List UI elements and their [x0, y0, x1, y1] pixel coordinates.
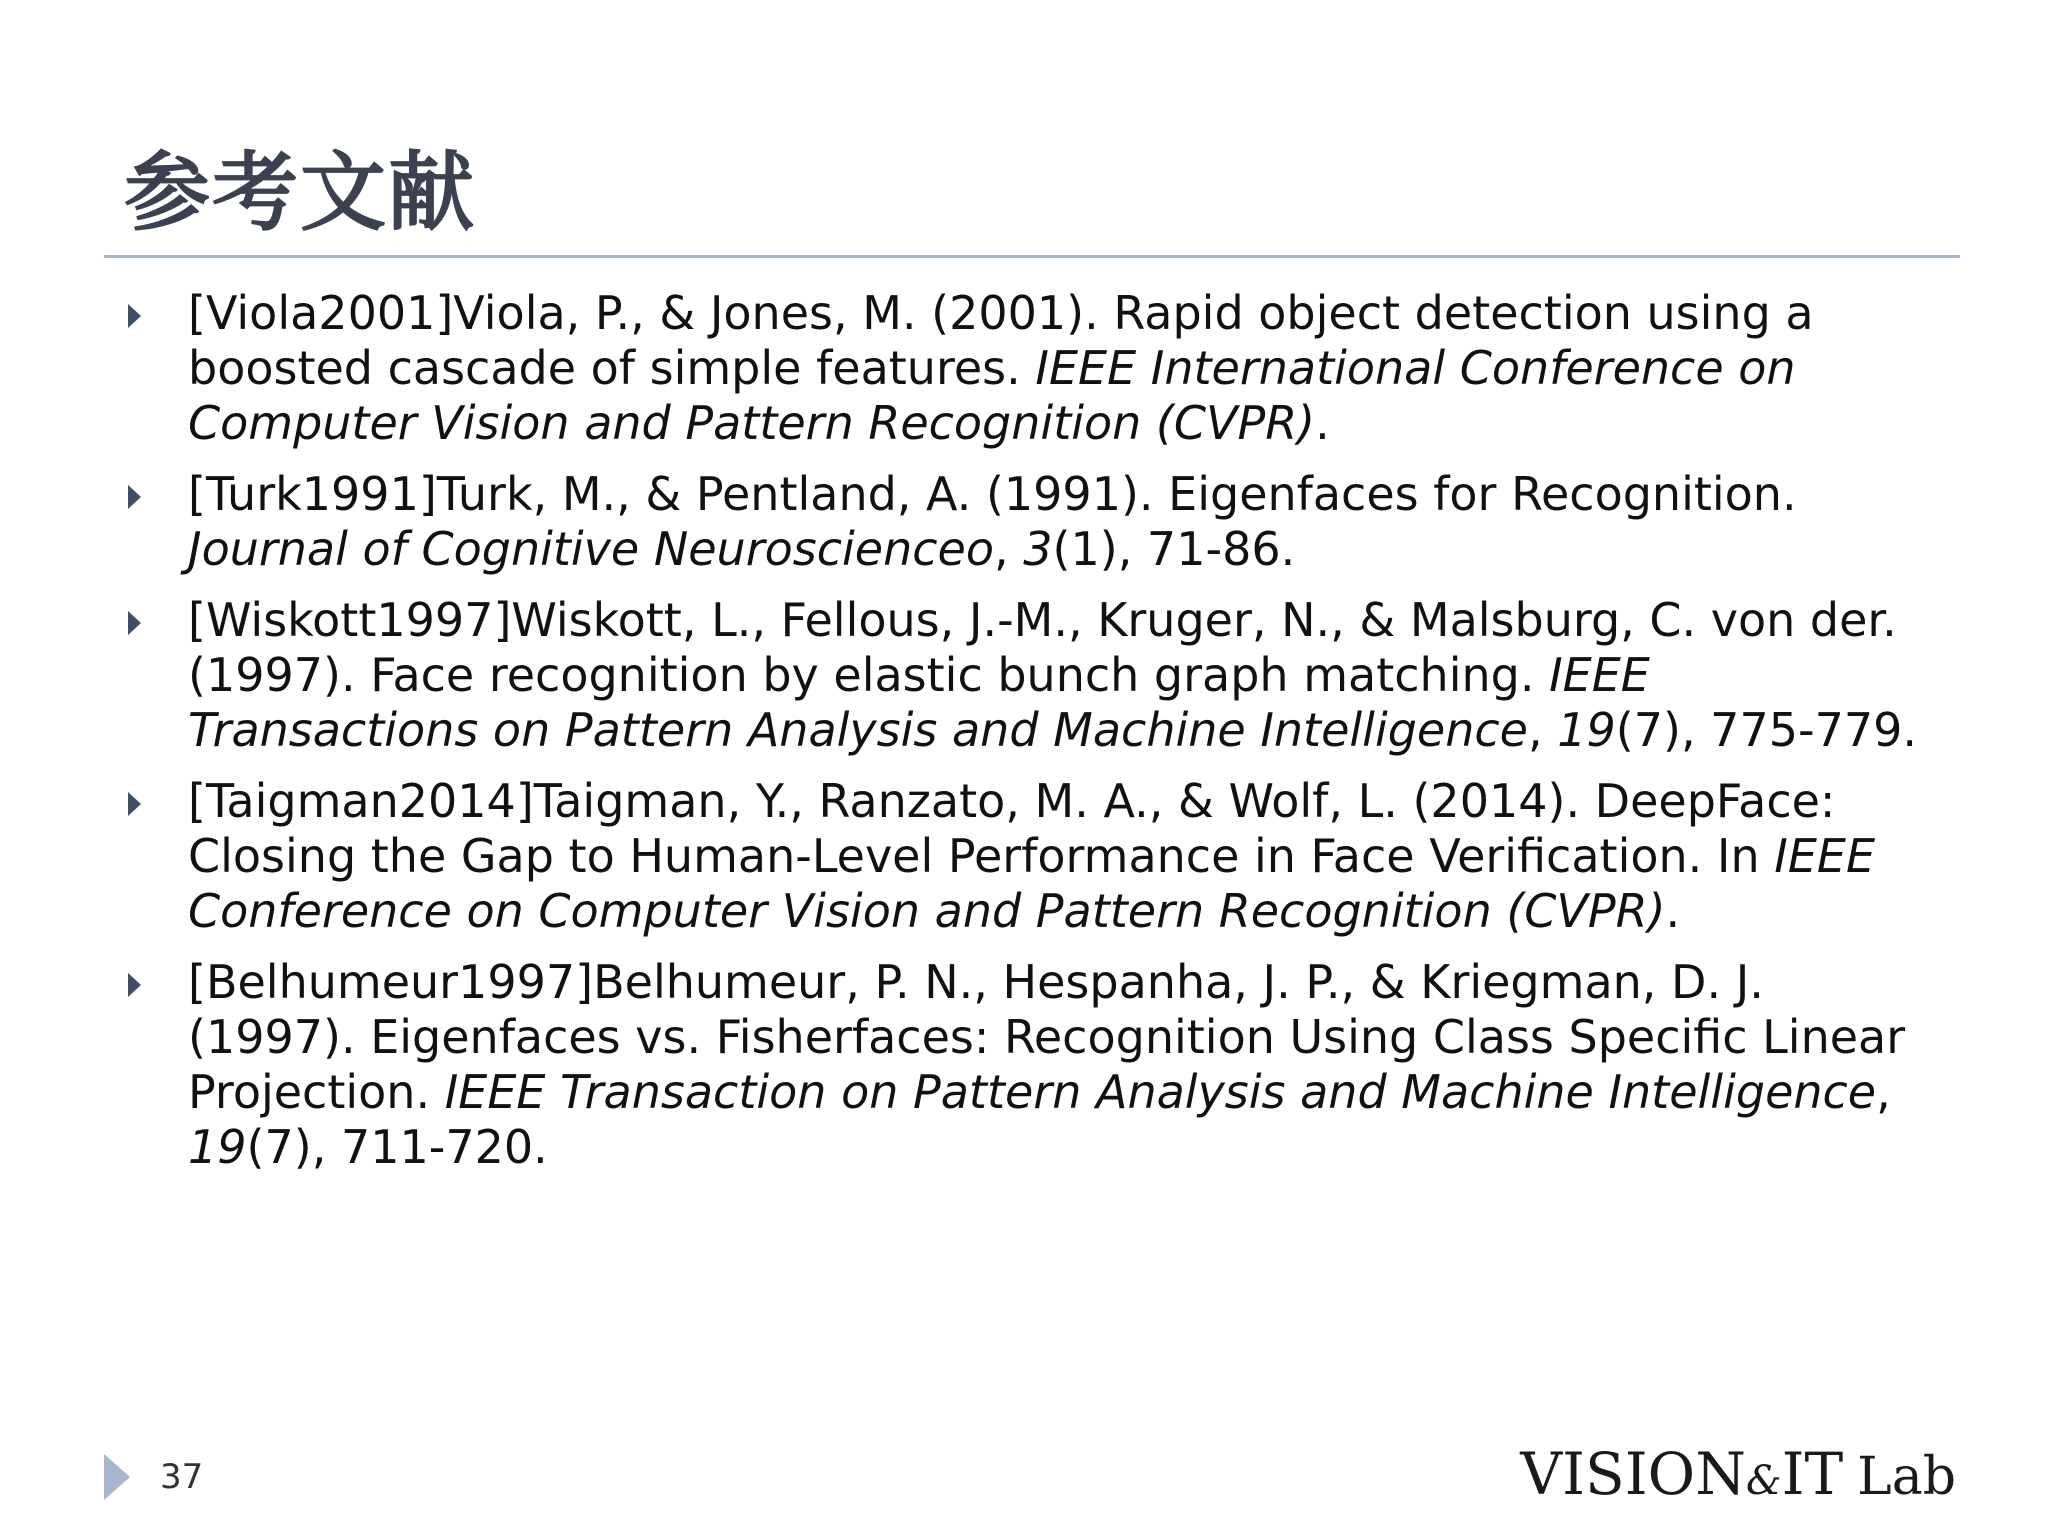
triangle-bullet-icon — [128, 792, 141, 816]
triangle-bullet-icon — [128, 304, 141, 328]
slide-title: 参考文献 — [124, 142, 476, 243]
title-divider — [104, 255, 1960, 258]
reference-volume: 3 — [1023, 522, 1053, 576]
reference-venue: Journal of Cognitive Neuroscienceo — [188, 522, 994, 576]
reference-authors-title: [Belhumeur1997]Belhumeur, P. N., Hespanha, J. P., & Kriegman, D. J. (1997). Eigenfaces vs. Fisherfaces: Recognition Using Class Specific Linear Projection. — [188, 955, 1906, 1119]
reference-separator: , — [994, 522, 1024, 576]
triangle-bullet-icon — [128, 611, 141, 635]
page-number: 37 — [160, 1457, 204, 1497]
reference-separator: , — [1527, 703, 1558, 757]
reference-authors-title: [Wiskott1997]Wiskott, L., Fellous, J.-M., Kruger, N., & Malsburg, C. von der. (1997). Face recognition by elastic bunch graph matching. — [188, 593, 1897, 702]
reference-tail: . — [1665, 884, 1681, 938]
reference-volume: 19 — [188, 1120, 247, 1174]
reference-venue: IEEE International Conference on Computer Vision and Pattern Recognition (CVPR) — [188, 341, 1796, 450]
logo-lab-text: Lab — [1857, 1447, 1956, 1507]
logo-ampersand: & — [1745, 1458, 1782, 1504]
reference-volume: 19 — [1557, 703, 1616, 757]
reference-separator: , — [1876, 1065, 1891, 1119]
reference-venue: IEEE Conference on Computer Vision and Pattern Recognition (CVPR) — [188, 829, 1876, 938]
reference-list — [124, 286, 1924, 1191]
reference-item — [124, 286, 1924, 451]
logo-vision-text: VISION — [1520, 1440, 1746, 1508]
reference-venue: IEEE Transactions on Pattern Analysis and Machine Intelligence — [188, 648, 1650, 757]
logo-it-text: IT — [1781, 1440, 1844, 1508]
reference-tail: . — [1315, 396, 1330, 450]
reference-tail: (7), 711-720. — [246, 1120, 548, 1174]
triangle-bullet-icon — [128, 973, 141, 997]
reference-authors-title: [Turk1991]Turk, M., & Pentland, A. (1991). Eigenfaces for Recognition. — [188, 467, 1797, 521]
reference-item — [124, 774, 1924, 939]
triangle-bullet-icon — [128, 485, 141, 509]
reference-item — [124, 593, 1924, 758]
reference-venue: IEEE Transaction on Pattern Analysis and Machine Intelligence — [444, 1065, 1877, 1119]
lab-logo — [1520, 1438, 1956, 1517]
reference-tail: (7), 775-779. — [1615, 703, 1918, 757]
reference-authors-title: [Taigman2014]Taigman, Y., Ranzato, M. A., & Wolf, L. (2014). DeepFace: Closing the Gap to Human-Level Performance in Face Verification. In — [188, 774, 1836, 883]
reference-authors-title: [Viola2001]Viola, P., & Jones, M. (2001). Rapid object detection using a boosted cascade of simple features. — [188, 286, 1814, 395]
reference-tail: (1), 71-86. — [1052, 522, 1296, 576]
footer-triangle-icon — [104, 1454, 130, 1500]
reference-item — [124, 467, 1924, 577]
reference-item — [124, 955, 1924, 1175]
